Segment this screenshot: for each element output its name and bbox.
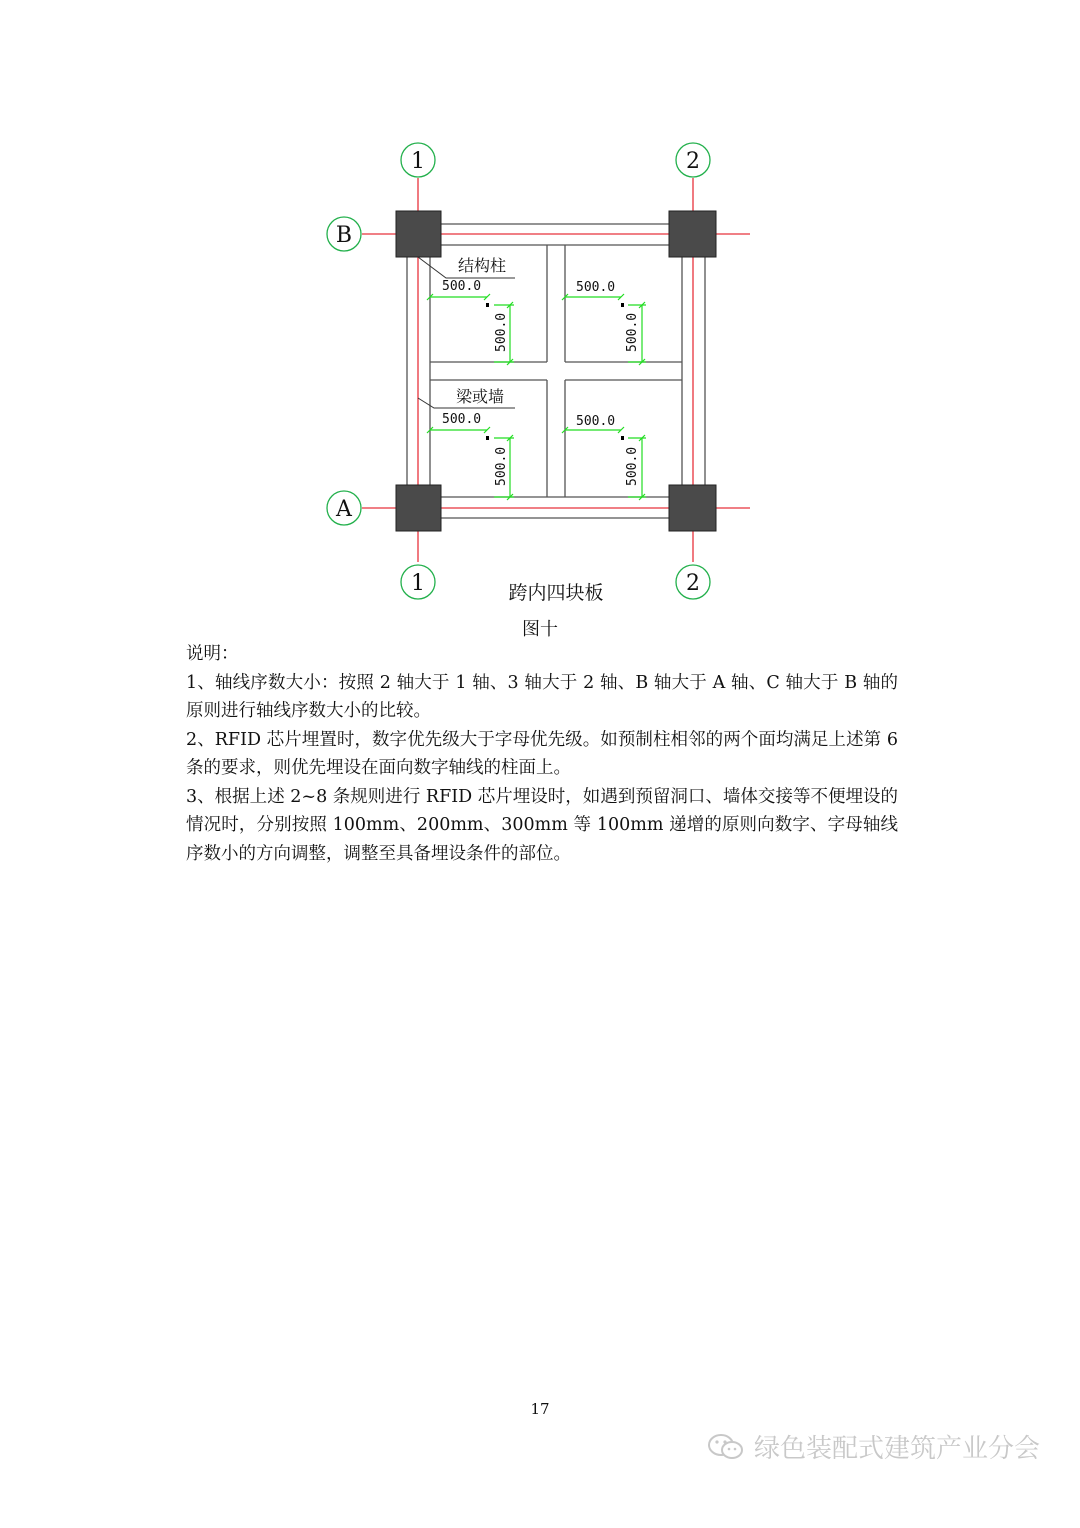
dimension-text: 500.0 — [625, 312, 640, 352]
note-item-3: 3、根据上述 2~8 条规则进行 RFID 芯片埋设时，如遇到预留洞口、墙体交接等不便埋设的情况时，分别按照 100mm、200mm、300mm 等 100mm 递增的原则向数字、字母轴线序数小的方向调整，调整至具备埋设条件的部位。 — [186, 786, 898, 864]
chip-marker — [621, 303, 624, 307]
watermark — [706, 1428, 1040, 1465]
chip-marker — [486, 436, 489, 440]
axis-label-bottom-1: 1 — [411, 571, 425, 596]
label-beam-or-wall: 梁或墙 — [456, 387, 505, 406]
dimension-text: 500.0 — [442, 412, 482, 427]
page-number: 17 — [530, 1400, 550, 1418]
dimension-text: 500.0 — [576, 414, 616, 429]
figure-title: 跨内四块板 — [508, 582, 604, 604]
beams-walls — [407, 224, 705, 518]
notes-heading: 说明： — [186, 644, 239, 664]
axis-label-b: B — [335, 223, 353, 248]
note-item-1: 1、轴线序数大小：按照 2 轴大于 1 轴、3 轴大于 2 轴、B 轴大于 A 轴、C 轴大于 B 轴的原则进行轴线序数大小的比较。 — [186, 672, 898, 721]
structural-plan-diagram — [0, 0, 1080, 640]
dimension-text: 500.0 — [494, 446, 509, 486]
note-item-2: 2、RFID 芯片埋置时，数字优先级大于字母优先级。如预制柱相邻的两个面均满足上述第 6 条的要求，则优先埋设在面向数字轴线的柱面上。 — [186, 729, 898, 778]
dimension-text: 500.0 — [576, 280, 616, 295]
column-b1 — [396, 211, 441, 257]
figure-number: 图十 — [522, 619, 558, 640]
chip-marker — [621, 436, 624, 440]
dimension-text: 500.0 — [442, 279, 482, 294]
dimension-text: 500.0 — [625, 446, 640, 486]
axis-label-bottom-2: 2 — [686, 571, 700, 596]
axis-label-a: A — [336, 497, 352, 522]
dimension-text: 500.0 — [494, 312, 509, 352]
column-b2 — [669, 211, 716, 257]
axis-label-top-2: 2 — [686, 149, 700, 174]
watermark-text: 绿色装配式建筑产业分会 — [754, 1434, 1041, 1464]
chip-marker — [486, 303, 489, 307]
wechat-icon — [706, 1432, 746, 1462]
columns — [396, 211, 716, 531]
column-a2 — [669, 485, 716, 531]
axis-label-top-1: 1 — [411, 149, 425, 174]
axis-bubbles — [327, 143, 710, 599]
column-a1 — [396, 485, 441, 531]
label-structural-column: 结构柱 — [458, 256, 507, 275]
notes-section — [186, 640, 898, 868]
